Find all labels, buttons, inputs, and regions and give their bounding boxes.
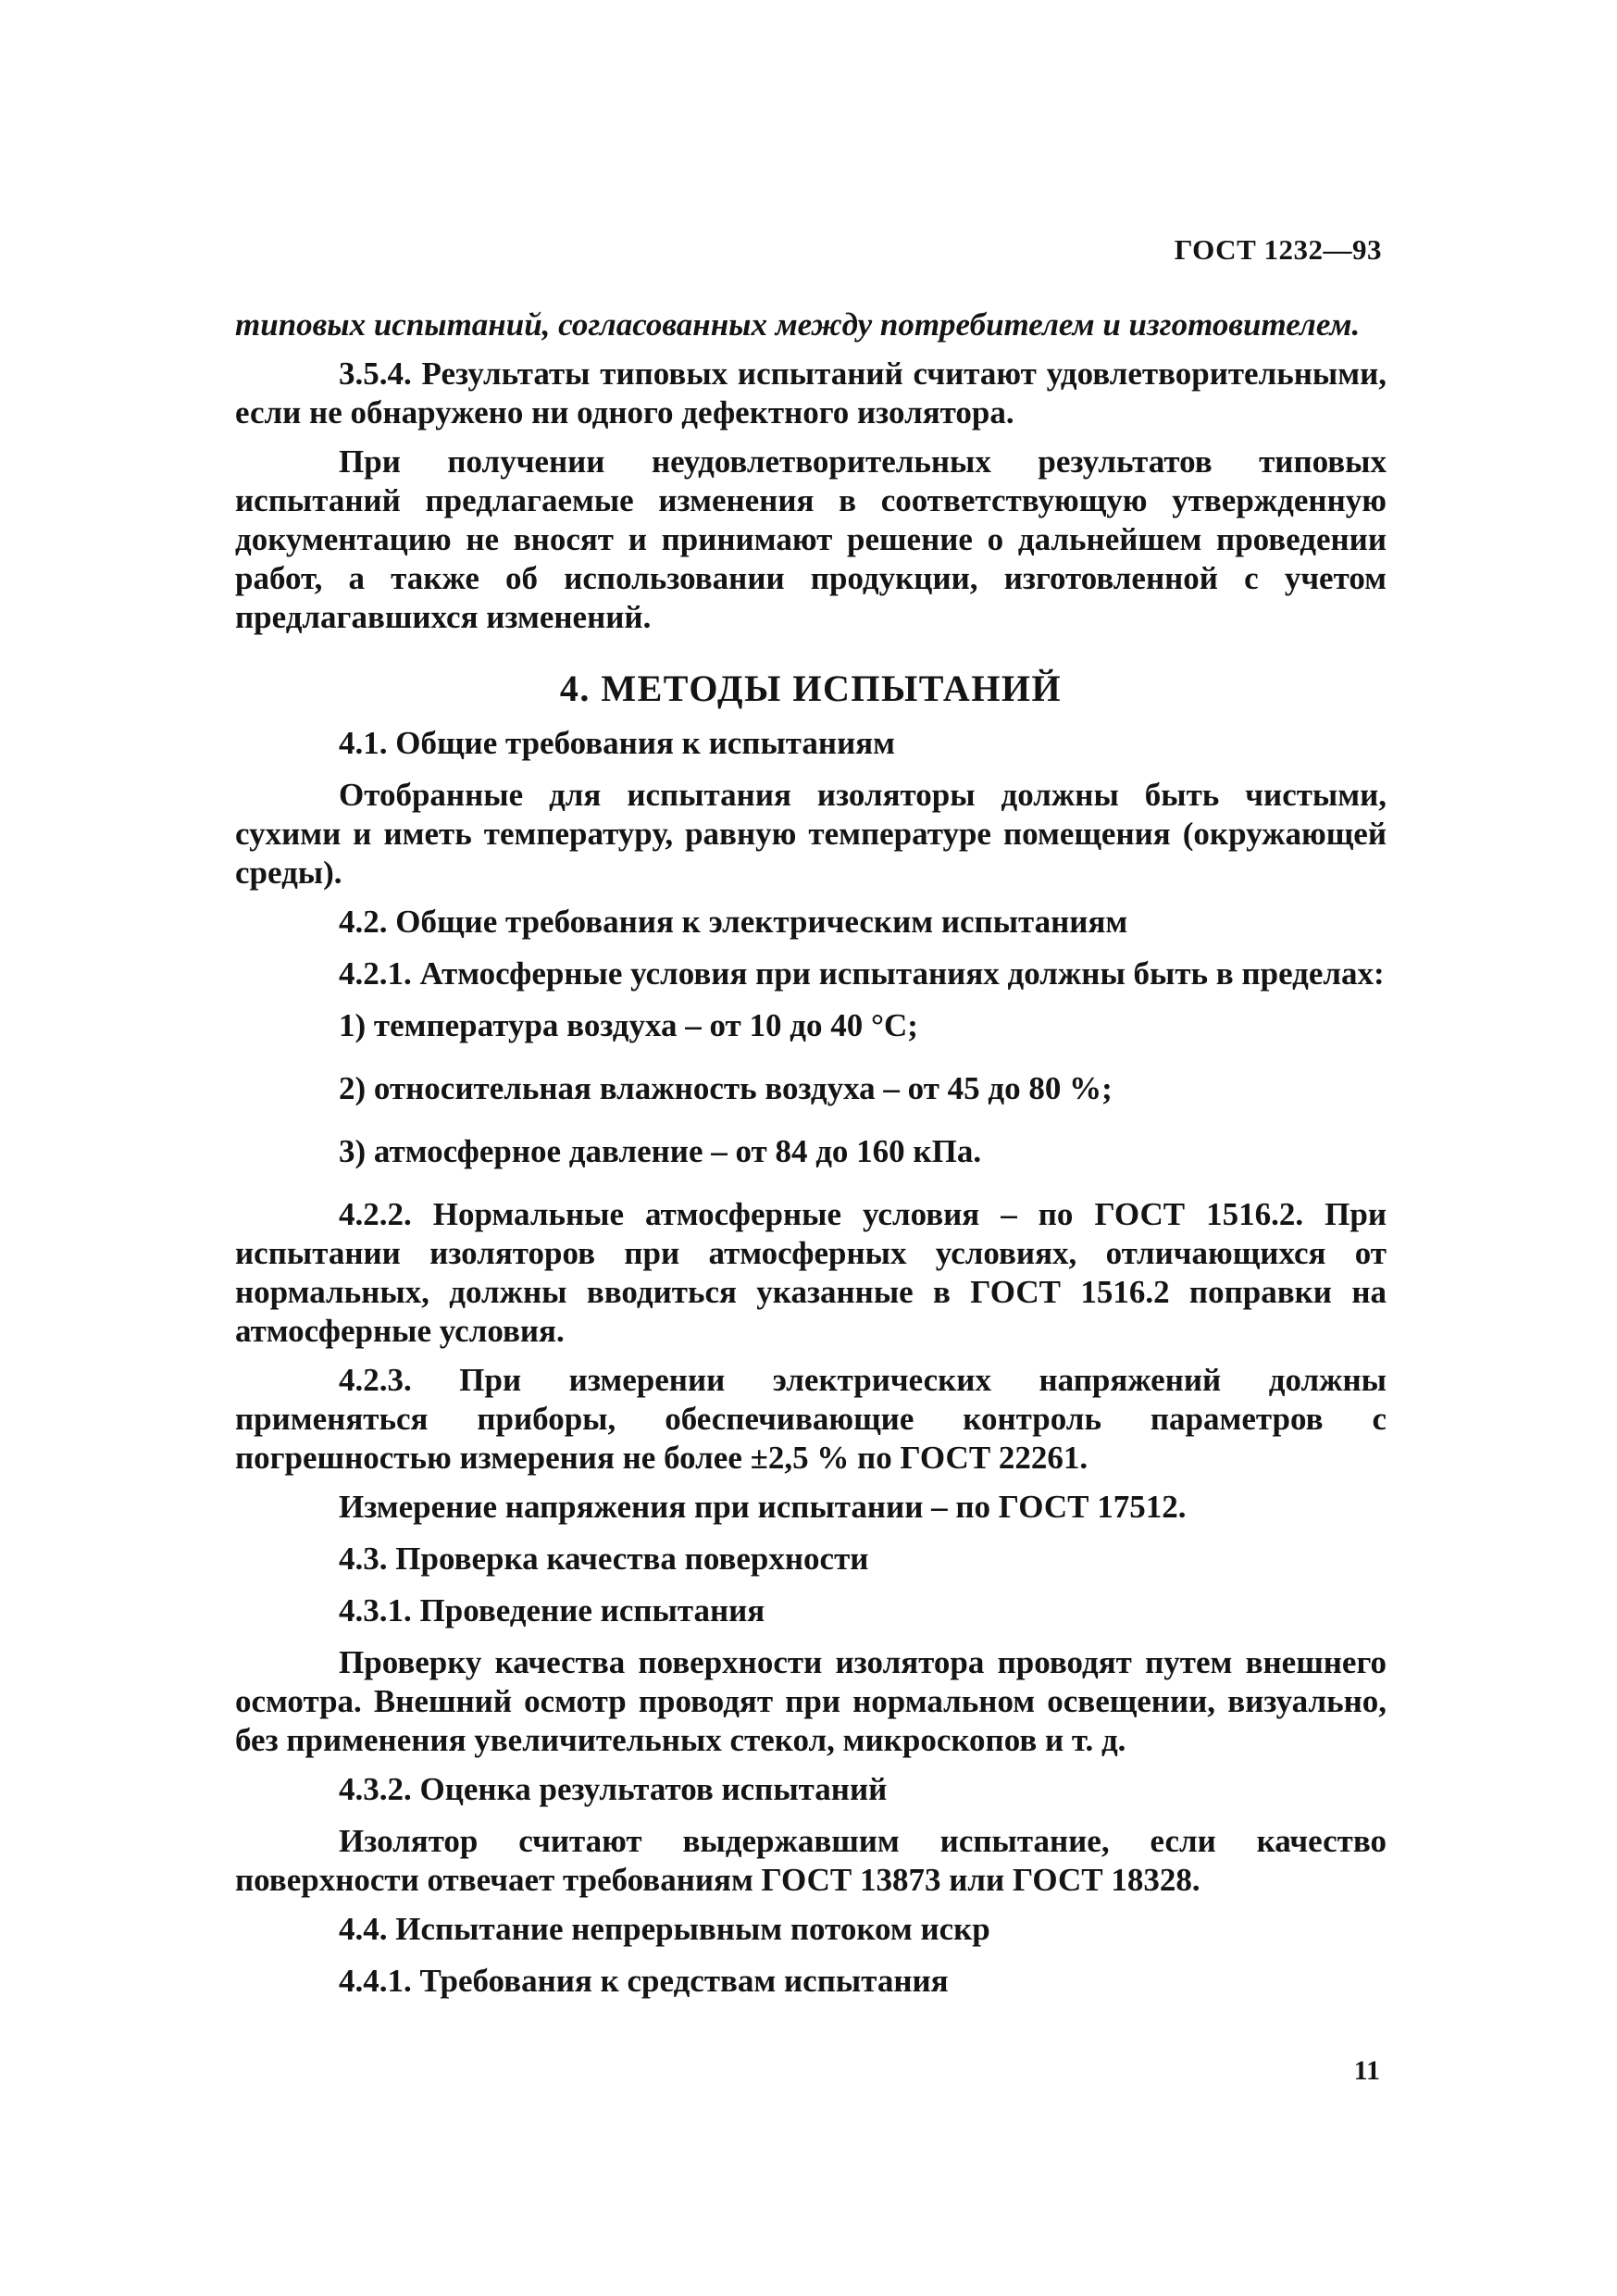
document-body [235,306,1387,2014]
subsection-4-3-title: 4.3. Проверка качества поверхности [339,1541,869,1577]
subsection-4-1-title: 4.1. Общие требования к испытаниям [339,725,896,761]
list-item-pressure: 3) атмосферное давление – от 84 до 160 кПа. [339,1133,982,1169]
subsection-4-3-1-text: Проверку качества поверхности изолятора проводят путем внешнего осмотра. Внешний осмотр проводят при нормальном освещении, визуально, без применения увеличительных стекол, микроскопов и т. д. [235,1644,1387,1758]
document-code-header: ГОСТ 1232—93 [1174,233,1382,266]
list-item-temperature: 1) температура воздуха – от 10 до 40 °С; [339,1007,918,1043]
subsection-4-4-1-title: 4.4.1. Требования к средствам испытания [339,1963,949,1999]
measurement-text: Измерение напряжения при испытании – по ГОСТ 17512. [339,1489,1187,1525]
page-number: 11 [1353,2055,1380,2086]
subsection-4-3-2-text: Изолятор считают выдержавшим испытание, если качество поверхности отвечает требованиям ГОСТ 13873 или ГОСТ 18328. [235,1823,1387,1898]
section-heading-test-methods: 4. МЕТОДЫ ИСПЫТАНИЙ [559,668,1063,709]
subsection-4-2-3-text: 4.2.3. При измерении электрических напряжений должны применяться приборы, обеспечивающие контроль параметров с погрешностью измерения не более ±2,5 % по ГОСТ 22261. [235,1362,1387,1476]
subsection-4-1-text: Отобранные для испытания изоляторы должны быть чистыми, сухими и иметь температуру, равную температуре помещения (окружающей среды). [235,777,1387,891]
subsection-4-2-1-text: 4.2.1. Атмосферные условия при испытаниях должны быть в пределах: [339,955,1385,992]
paragraph-typical-tests-continuation: типовых испытаний, согласованных между потребителем и изготовителем. [235,306,1361,343]
subsection-4-3-2-title: 4.3.2. Оценка результатов испытаний [339,1771,888,1807]
paragraph-unsatisfactory-results: При получении неудовлетворительных результатов типовых испытаний предлагаемые изменения в соответствующую утвержденную документацию не вносят и принимают решение о дальнейшем проведении работ, а также об использовании продукции, изготовленной с учетом предлагавшихся изменений. [235,443,1387,635]
subsection-4-2-title: 4.2. Общие требования к электрическим испытаниям [339,904,1128,940]
subsection-4-3-1-title: 4.3.1. Проведение испытания [339,1592,765,1628]
subsection-4-4-title: 4.4. Испытание непрерывным потоком искр [339,1911,990,1947]
list-item-humidity: 2) относительная влажность воздуха – от 45 до 80 %; [339,1070,1113,1106]
paragraph-3-5-4: 3.5.4. Результаты типовых испытаний считают удовлетворительными, если не обнаружено ни одного дефектного изолятора. [235,356,1387,430]
subsection-4-2-2-text: 4.2.2. Нормальные атмосферные условия – по ГОСТ 1516.2. При испытании изоляторов при атмосферных условиях, отличающихся от нормальных, должны вводиться указанные в ГОСТ 1516.2 поправки на атмосферные условия. [235,1196,1387,1349]
